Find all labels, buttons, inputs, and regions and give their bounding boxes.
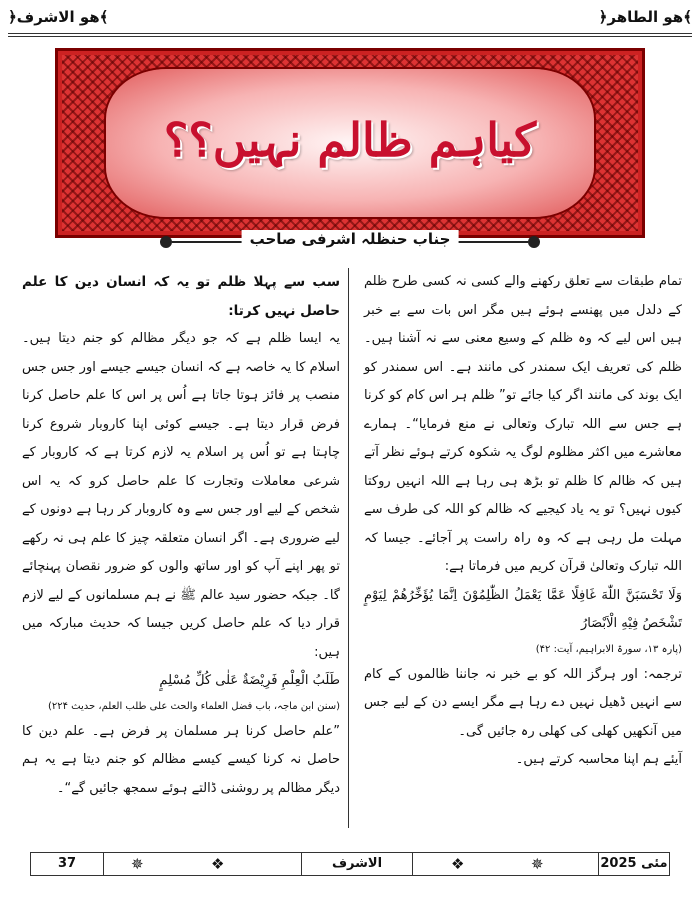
author-byline (160, 231, 540, 253)
body-paragraph: تمام طبقات سے تعلق رکھنے والے کسی نہ کسی طرح ظلم کے دلدل میں پھنسے ہوئے ہیں مگر اس بات سے بے خبر ہیں اس لیے کہ وہ ظلم کے وسیع معنی سے نہ آشنا ہیں۔ ظلم کی تعریف ایک سمندر کی مانند ہے۔ اس سمندر کو ایک بوند کی مانند اگر کیا جائے تو” ظلم ہر اس کام کو کرنا ہے جس سے اللہ تبارک وتعالی نے منع فرمایا“۔ ہمارے معاشرے میں اکثر مظلوم لوگ یہ شکوہ کرتے ہوئے نظر آتے ہیں کہ ظالم کا ظلم تو بڑھ ہی رہا ہے اللہ انہیں روکتا کیوں نہیں؟ تو یہ یاد کیجیے کہ ظالم کو اللہ کی طرف سے مہلت مل رہی ہے کہ وہ راہ راست پر آجائے۔ جیسا کہ اللہ تبارک وتعالیٰ قرآن کریم میں فرماتا ہے: (364, 274, 682, 574)
quran-verse: وَلَا تَحْسَبَنَّ اللّٰهَ غَافِلًا عَمَّا يَعْمَلُ الظّٰلِمُوْنَ اِنَّمَا يُؤَخِّرُهُمْ لِيَوْمٍ تَشْخَصُ فِيْهِ الْاَبْصَارُ (364, 587, 682, 631)
page-number: 37 (31, 853, 104, 875)
section-heading: سب سے پہلا ظلم تو یہ کہ انسان دین کا علم حاصل نہیں کرتا: (22, 274, 340, 319)
header-rule (8, 33, 692, 37)
ornament-icon: ✵ (131, 855, 144, 873)
ornament-icon: ✵ (531, 855, 544, 873)
header-right-title: ﴾هو الطاهر﴿ (598, 8, 692, 26)
byline-dot-right (528, 236, 540, 248)
body-paragraph: یہ ایسا ظلم ہے کہ جو دیگر مظالم کو جنم دیتا ہیں۔ اسلام کا یہ خاصہ ہے کہ انسان جیسے جیسے اور جس جس منصب پر فائز ہوتا جاتا ہے اُس پر اس کا علم حاصل کرنا فرض قرار دیتا ہے۔ جیسے کوئی اپنا کاروبار شروع کرنا چاہتا ہے تو اُس پر اسلام یہ لازم کرتا ہے کہ کاروبار کے شرعی معاملات وتجارت کا علم حاصل کرو کہ یہ اس شخص کے لیے اور جس سے وہ کاروبار کر رہا ہے دونوں کے لیے ضروری ہے۔ اگر انسان متعلقہ چیز کا علم ہی نہ رکھے تو پھر اپنے آپ کو اور ساتھ والوں کو ضرور نقصان پہنچائے گا۔ جبکہ حضور سید عالم ﷺ نے ہم مسلمانوں کے لیے لازم قرار دیا کہ علم حاصل کریں جیسا کہ حدیث مبارکہ میں ہیں: (22, 331, 340, 660)
issue-date: مئی 2025 (598, 853, 669, 875)
header-left-title: ﴾هو الاشرف﴿ (8, 8, 109, 26)
closing-line: آیئے ہم اپنا محاسبہ کرتے ہیں۔ (515, 752, 682, 767)
article-title: کیاہم ظالم نہیں؟؟ (163, 113, 537, 167)
left-column (22, 268, 340, 803)
byline-dot-left (160, 236, 172, 248)
page-footer (30, 852, 670, 876)
magazine-name: الاشرف (301, 853, 413, 875)
right-column (364, 268, 682, 775)
ornament-icon: ❖ (211, 855, 225, 873)
verse-reference: (پارہ ۱۳، سورۃ الابراہیم، آیت: ۴۲) (535, 643, 682, 655)
hadith-reference: (سنن ابن ماجہ، باب فضل العلماء والحث علی طلب العلم، حدیث ۲۲۴) (47, 700, 340, 712)
ornament-icon: ❖ (451, 855, 465, 873)
hadith-text: طَلَبُ الْعِلْمِ فَرِيْضَةٌ عَلٰى كُلِّ مُسْلِمٍ (159, 673, 340, 688)
column-divider (348, 268, 349, 828)
closing-paragraph: ”علم حاصل کرنا ہر مسلمان پر فرض ہے۔ علم دین کا حاصل نہ کرنا کیسے کیسے مظالم کو جنم دیتا ہے یہ ہم دیگر مظالم پر روشنی ڈالتے ہوئے سمجھ جائیں گے“۔ (22, 723, 340, 796)
author-name: جناب حنظلہ اشرفی صاحب (242, 230, 459, 248)
verse-translation: ترجمہ: اور ہرگز اللہ کو بے خبر نہ جاننا ظالموں کے کام سے انہیں ڈھیل نہیں دے رہا ہے مگر ایسے دن کے لیے جس میں آنکھیں کھلی کی کھلی رہ جائیں گی۔ (364, 666, 682, 739)
title-banner (55, 48, 645, 238)
